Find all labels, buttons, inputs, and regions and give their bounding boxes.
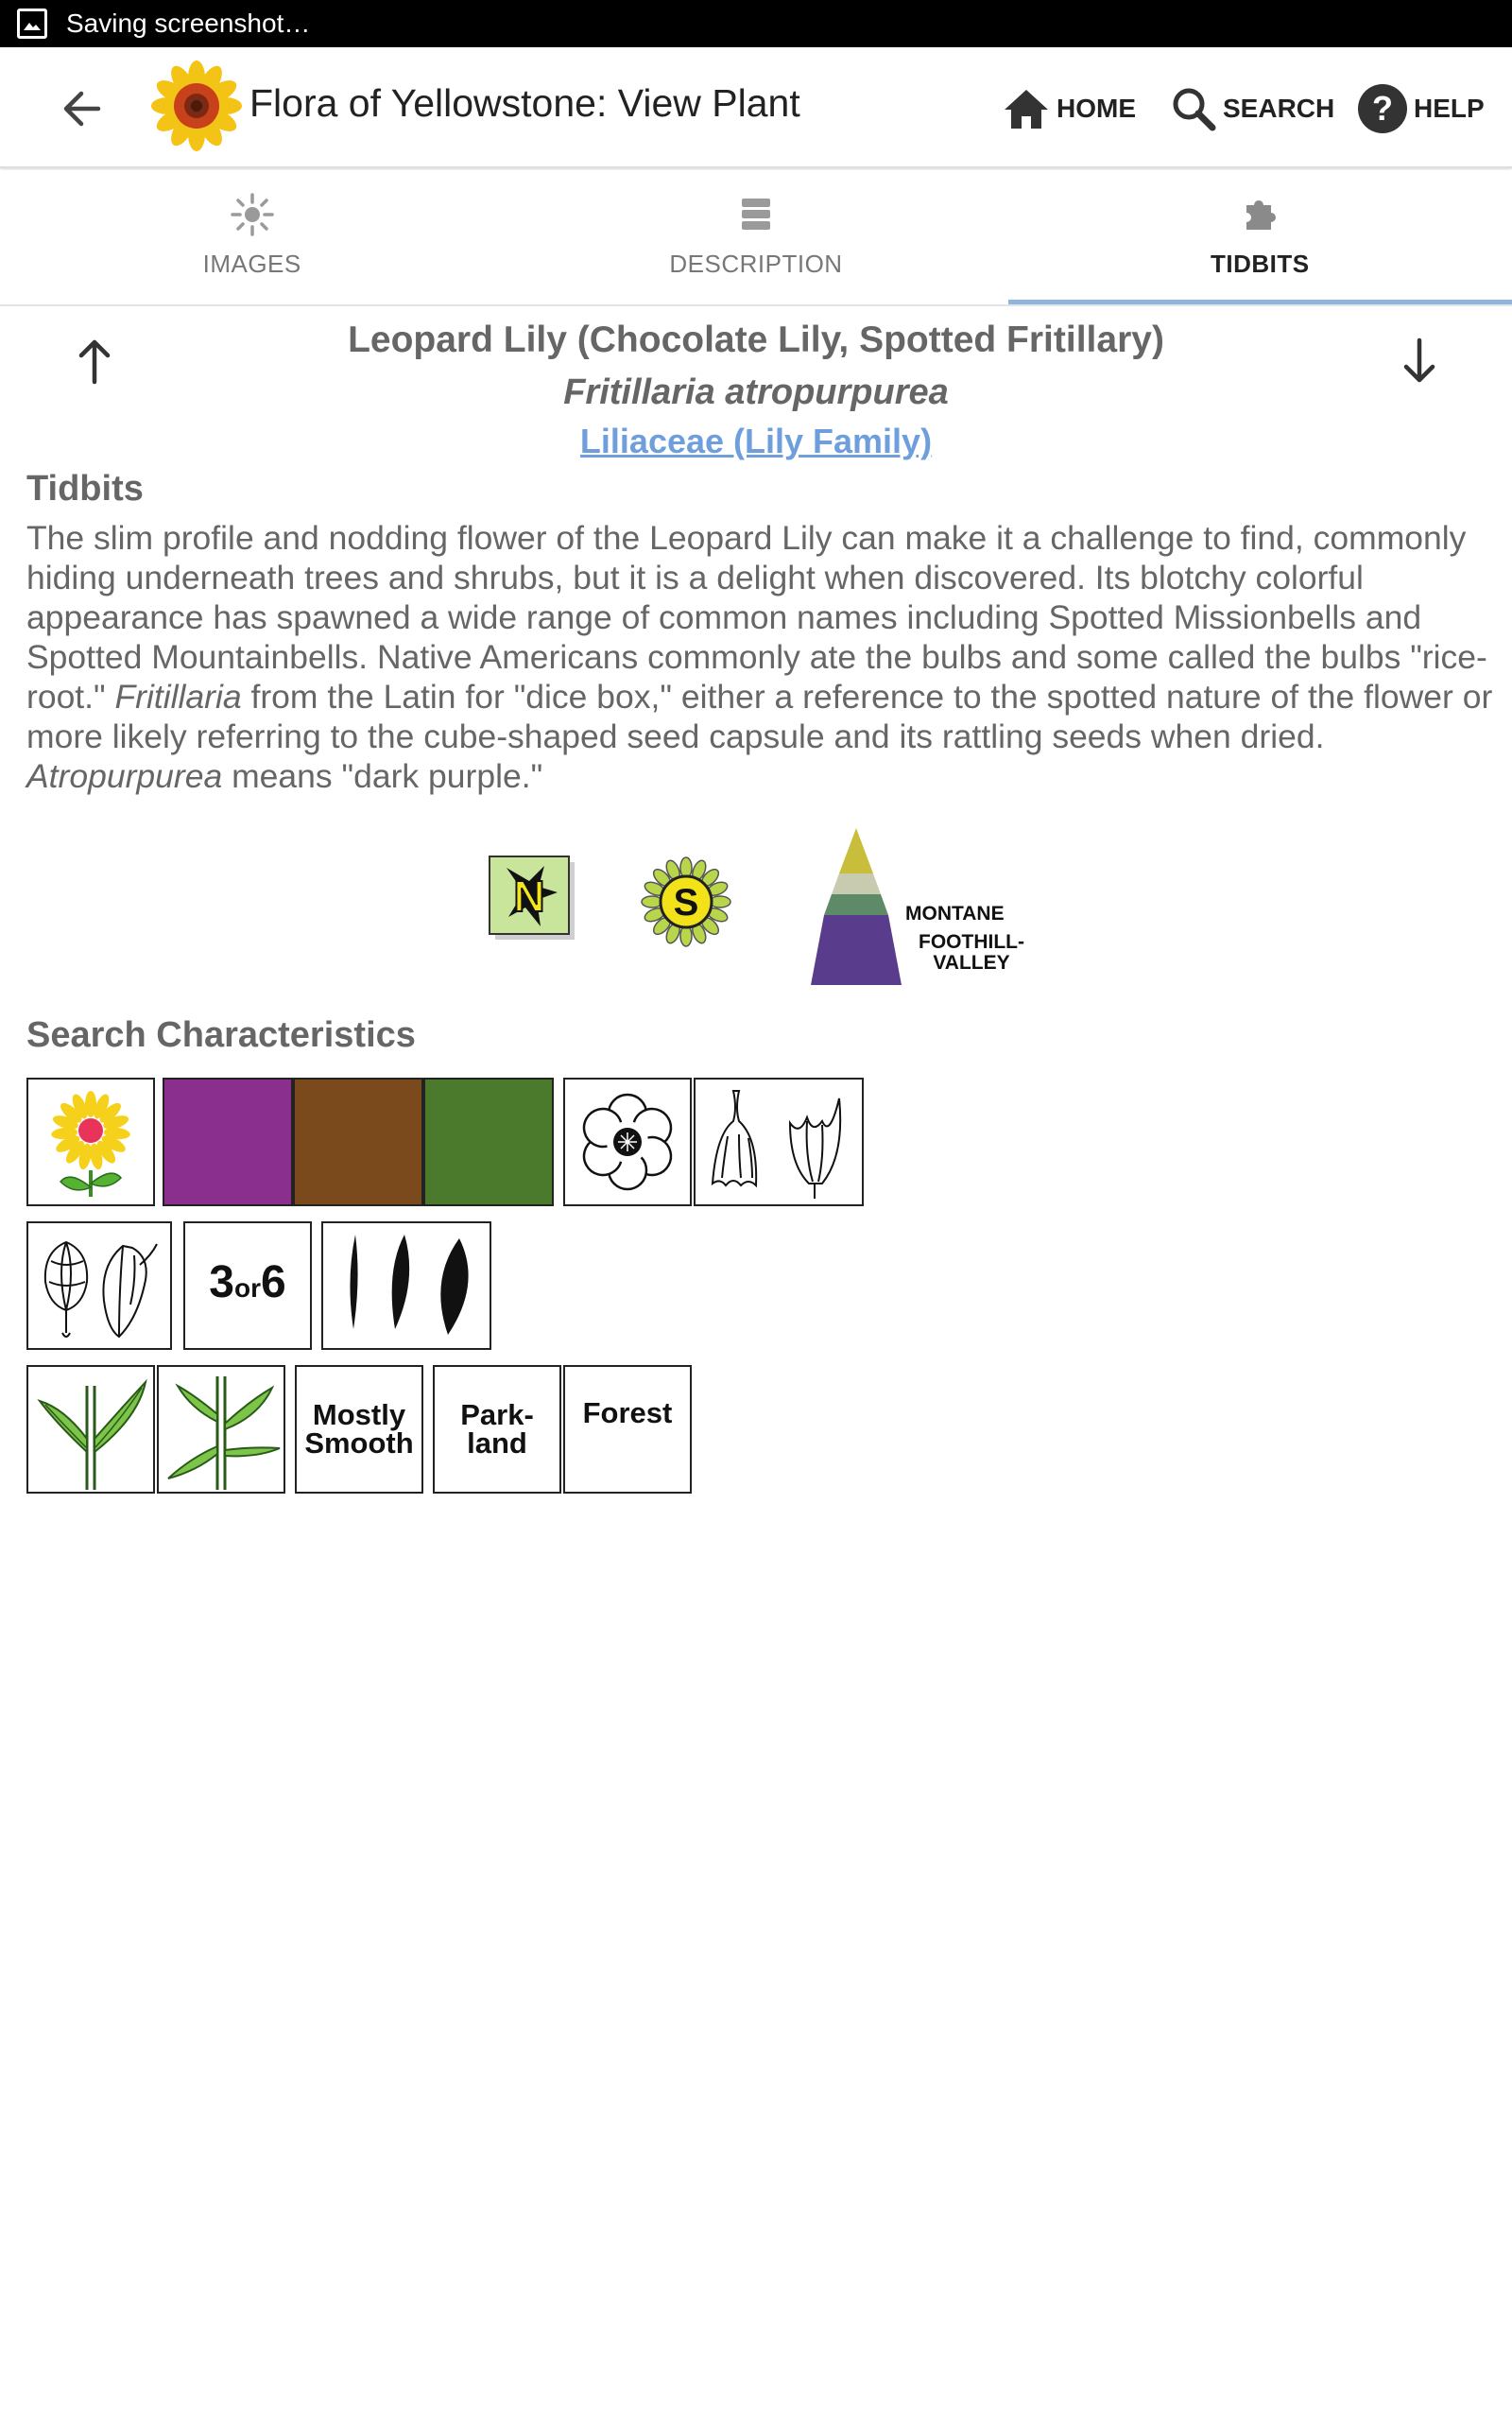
status-badge-letter: S bbox=[673, 882, 699, 924]
tab-bar bbox=[0, 170, 1512, 304]
six-petal-flower-icon bbox=[565, 1080, 690, 1204]
svg-text:?: ? bbox=[1372, 89, 1393, 128]
list-icon bbox=[740, 196, 772, 233]
alternate-leaves-icon bbox=[159, 1367, 284, 1492]
life-zone-diagram bbox=[792, 824, 1038, 994]
tab-tidbits-label: TIDBITS bbox=[1211, 250, 1310, 278]
zone-foothill-line1: FOOTHILL- bbox=[919, 931, 1024, 953]
tidbits-text-1: The slim profile and nodding flower of the Leopard Lily can make it a challenge to find, commonly hiding underneath trees and shrubs, but it is a delight when discovered. Its blotchy colorful appearance has spawned a wide range of common names including Spotted Missionbells and Spotted Mountainbells. Native Americans commonly ate the bulbs and some called the bulbs "rice-root." bbox=[26, 519, 1487, 716]
flower-shape-tile[interactable] bbox=[563, 1078, 692, 1206]
leaf-shapes-icon bbox=[323, 1223, 490, 1348]
gaillardia-flower-icon bbox=[151, 60, 242, 151]
app-bar bbox=[0, 47, 1512, 168]
bell-flower-icon bbox=[696, 1080, 862, 1204]
home-icon bbox=[1002, 87, 1051, 130]
help-button[interactable] bbox=[1357, 83, 1485, 134]
search-characteristics-heading: Search Characteristics bbox=[26, 1015, 416, 1055]
seed-capsule-icon bbox=[28, 1223, 170, 1348]
tidbits-italic-1: Fritillaria bbox=[114, 678, 242, 716]
leaf-arrangement-opposite-tile[interactable] bbox=[26, 1365, 155, 1494]
color-purple-tile[interactable] bbox=[163, 1078, 293, 1206]
plant-family-link[interactable]: Liliaceae (Lily Family) bbox=[579, 422, 933, 460]
search-button[interactable] bbox=[1170, 83, 1334, 134]
color-brown-tile[interactable] bbox=[293, 1078, 423, 1206]
yellow-flower-icon bbox=[28, 1080, 153, 1204]
leaf-surface-tile[interactable] bbox=[295, 1365, 423, 1494]
seed-capsule-tile[interactable] bbox=[26, 1221, 172, 1350]
habitat-forest-tile[interactable] bbox=[563, 1365, 692, 1494]
search-icon bbox=[1170, 85, 1217, 132]
page-title: Flora of Yellowstone: View Plant bbox=[249, 81, 800, 125]
back-button[interactable] bbox=[57, 85, 110, 132]
help-label: HELP bbox=[1414, 94, 1485, 123]
puzzle-icon bbox=[1239, 194, 1280, 235]
home-button[interactable] bbox=[1002, 83, 1136, 134]
tidbits-paragraph bbox=[26, 518, 1501, 796]
home-label: HOME bbox=[1057, 94, 1136, 123]
search-label: SEARCH bbox=[1223, 94, 1335, 123]
native-badge-icon bbox=[488, 855, 576, 946]
plant-common-name: Leopard Lily (Chocolate Lily, Spotted Fritillary) bbox=[348, 320, 1164, 360]
habitat-parkland-line2: land bbox=[467, 1426, 527, 1460]
petal-count-tile[interactable] bbox=[183, 1221, 312, 1350]
habitat-forest-label: Forest bbox=[582, 1396, 673, 1429]
tidbits-italic-2: Atropurpurea bbox=[26, 757, 223, 795]
screenshot-icon bbox=[17, 9, 47, 39]
status-bar bbox=[0, 0, 1512, 47]
native-badge-letter: N bbox=[513, 872, 545, 921]
app-logo bbox=[151, 60, 242, 151]
leaf-shape-tile[interactable] bbox=[321, 1221, 491, 1350]
tab-tidbits[interactable] bbox=[1008, 170, 1512, 304]
zone-foothill-line2: VALLEY bbox=[933, 952, 1010, 974]
tab-description[interactable] bbox=[504, 170, 1007, 304]
tab-description-label: DESCRIPTION bbox=[669, 250, 843, 278]
bell-flower-tile[interactable] bbox=[694, 1078, 864, 1206]
plant-scientific-name: Fritillaria atropurpurea bbox=[563, 372, 949, 412]
arrow-left-icon bbox=[57, 85, 110, 132]
tidbits-text-3: means "dark purple." bbox=[222, 757, 543, 795]
petal-count-n2: 6 bbox=[261, 1257, 286, 1307]
tidbits-text-2: from the Latin for "dice box," either a reference to the spotted nature of the flower or more likely referring to the cube-shaped seed capsule and its rattling seeds when dried. bbox=[26, 678, 1493, 755]
leaf-surface-line1: Mostly bbox=[312, 1398, 406, 1431]
flower-type-tile[interactable] bbox=[26, 1078, 155, 1206]
petal-count-n1: 3 bbox=[209, 1257, 234, 1307]
leaf-arrangement-alternate-tile[interactable] bbox=[157, 1365, 285, 1494]
status-text: Saving screenshot… bbox=[66, 9, 311, 38]
tab-images[interactable] bbox=[0, 170, 504, 304]
sun-icon bbox=[230, 192, 275, 237]
leaf-surface-line2: Smooth bbox=[304, 1426, 414, 1460]
opposite-leaves-icon bbox=[28, 1367, 153, 1492]
status-badge-icon bbox=[641, 856, 731, 952]
tidbits-heading: Tidbits bbox=[26, 469, 144, 509]
zone-foothill-label bbox=[919, 932, 1024, 974]
color-green-tile[interactable] bbox=[423, 1078, 554, 1206]
habitat-parkland-line1: Park- bbox=[460, 1398, 534, 1431]
tab-images-label: IMAGES bbox=[202, 250, 301, 278]
zone-montane-label: MONTANE bbox=[905, 903, 1005, 925]
help-icon bbox=[1357, 83, 1408, 134]
petal-count-or: or bbox=[234, 1273, 261, 1303]
habitat-parkland-tile[interactable] bbox=[433, 1365, 561, 1494]
tab-divider bbox=[0, 304, 1512, 306]
